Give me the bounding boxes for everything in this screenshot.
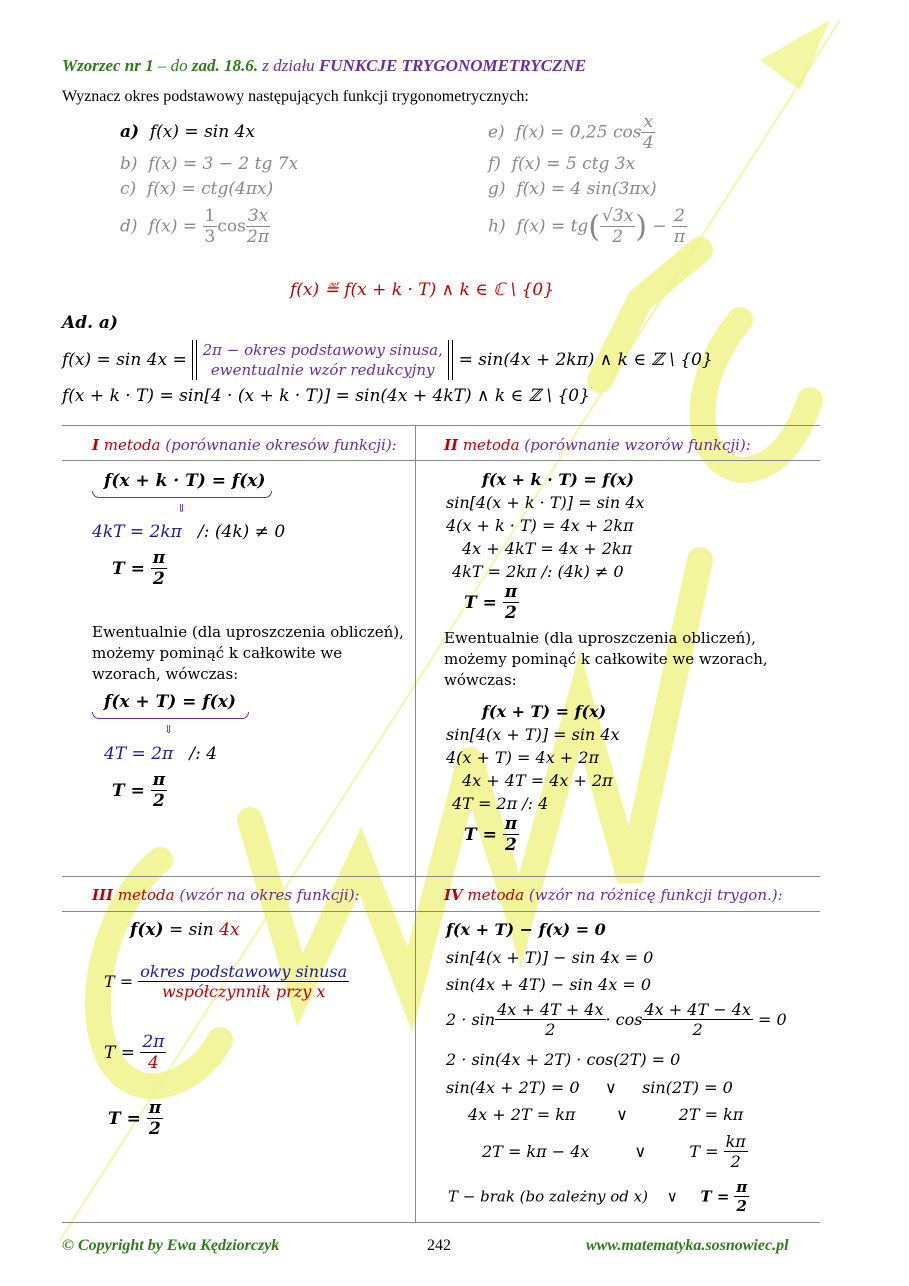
task-f-label: f) (488, 154, 501, 174)
task-h-frac: $\frac{√3x}{2}$ (602, 206, 634, 248)
task-e-label: e) (488, 122, 505, 143)
header-zad: zad. 18.6. (191, 56, 258, 75)
header-z-dzialu: z działu (258, 56, 319, 75)
table-header-border (62, 460, 820, 461)
task-g-expr: f(x) = 4 sin(3πx) (516, 179, 657, 199)
task-h: h) f(x) = tg( $\frac{√3x}{2}$ ) − $\frac{2}{\pi}$ (488, 206, 686, 248)
footer-copyright: © Copyright by Ewa Kędziorczyk (62, 1237, 280, 1254)
m4-l6: sin(4x + 2T) = 0 ∨ sin(2T) = 0 (446, 1078, 733, 1097)
header-prefix: Wzorzec nr 1 (62, 56, 154, 75)
task-c-expr: f(x) = ctg(4πx) (146, 179, 274, 199)
table-mid-border (62, 876, 820, 877)
task-d-cos: cos (217, 216, 246, 237)
m4-l9: T − brak (bo zależny od x) ∨ T = $\frac{\pi}{2}$ (448, 1178, 748, 1215)
task-c (120, 179, 273, 199)
task-a-label: a) (120, 122, 140, 142)
header-dash: – do (153, 56, 192, 75)
m2-line-5: 4kT = 2kπ /: (4k) ≠ 0 (452, 562, 624, 581)
task-d-label: d) (120, 216, 138, 237)
task-d (120, 206, 270, 248)
m2-note-3: wówczas: (444, 671, 517, 689)
m2-lines2 (446, 700, 620, 815)
task-h-lhs: f(x) = tg (516, 216, 589, 237)
m2-note-2: możemy pominąć k całkowite we wzorach, (444, 650, 768, 668)
line1 (62, 340, 713, 380)
m3-frac: T = $\frac{\text{okres podstawowy sinusa}}{\text{współczynnik przy x}}$ (104, 962, 348, 1002)
task-a (120, 122, 255, 142)
m1-title: I metoda (porównanie okresów funkcji): (92, 436, 397, 454)
task-b-label: b) (120, 154, 138, 174)
m4-l5: 2 · sin(4x + 2T) · cos(2T) = 0 (446, 1050, 681, 1069)
m4-l4: 2 · sin $\frac{4x + 4T + 4x}{2}$ · cos $\frac{4x + 4T - 4x}{2}$ = 0 (446, 1000, 787, 1040)
task-d-lhs: f(x) = (148, 216, 203, 237)
m1-arrow1: ⇓ (177, 502, 187, 515)
ad-a: Ad. a) (62, 313, 118, 333)
m4-l3: sin(4x + 4T) − sin 4x = 0 (446, 975, 652, 994)
page-number: 242 (427, 1237, 451, 1254)
task-e-lhs: f(x) = 0,25 cos (515, 122, 642, 143)
table-bottom-border (62, 1222, 820, 1223)
table-top-border (62, 425, 820, 426)
m2-line2-5: 4T = 2π /: 4 (452, 794, 549, 813)
m1-t2: T = $\frac{\pi}{2}$ (112, 770, 166, 812)
task-e-frac: $\frac{x}{4}$ (642, 112, 654, 154)
m2-note-1: Ewentualnie (dla uproszczenia obliczeń), (444, 629, 756, 647)
task-e (488, 112, 655, 154)
task-b (120, 154, 298, 174)
m2-line-4: 4x + 4kT = 4x + 2kπ (462, 539, 633, 558)
m1-eq3: f(x + T) = f(x) (104, 692, 236, 712)
m2-t: T = $\frac{\pi}{2}$ (464, 582, 518, 624)
m3-eq1: f(x) = sin 4x (130, 920, 240, 940)
task-c-label: c) (120, 179, 137, 199)
line1-box-b: ewentualnie wzór redukcyjny (210, 361, 435, 379)
m4-l8: 2T = kπ − 4x ∨ T = $\frac{k\pi}{2}$ (482, 1132, 746, 1172)
task-b-expr: f(x) = 3 − 2 tg 7x (148, 154, 299, 174)
m3-frac-den: współczynnik przy x (162, 982, 326, 1002)
m1-eq2: 4kT = 2kπ /: (4k) ≠ 0 (92, 522, 286, 542)
footer-site-link[interactable]: www.matematyka.sosnowiec.pl (586, 1237, 789, 1254)
task-h-label: h) (488, 216, 506, 237)
m1-arrow2: ⇓ (164, 723, 174, 736)
line1-rhs: = sin(4x + 2kπ) ∧ k ∈ ℤ \ {0} (458, 350, 713, 370)
line1-box (203, 340, 443, 380)
task-g (488, 179, 657, 199)
table-vertical-divider (415, 425, 416, 1222)
m3-frac-num: okres podstawowy sinusa (140, 962, 348, 981)
m4-l2: sin[4(x + T)] − sin 4x = 0 (446, 948, 654, 967)
task-h-frac2: $\frac{2}{\pi}$ (673, 206, 686, 248)
m1-brace1 (92, 491, 272, 498)
definition: f(x) ≝ f(x + k · T) ∧ k ∈ ℂ \ {0} (290, 280, 555, 300)
line1-box-a: 2π − okres podstawowy sinusa, (202, 341, 443, 359)
m2-line-1: f(x + k · T) = f(x) (482, 470, 634, 489)
m1-note-2: możemy pominąć k całkowite we (92, 644, 343, 662)
task-f (488, 154, 635, 174)
m1-t: T = $\frac{\pi}{2}$ (112, 548, 166, 590)
m2-note (444, 628, 768, 691)
task-d-frac2: $\frac{3x}{2\pi}$ (247, 206, 270, 248)
task-d-frac1: $\frac{1}{3}$ (204, 206, 216, 248)
m1-note-1: Ewentualnie (dla uproszczenia obliczeń), (92, 623, 404, 641)
m1-note (92, 622, 404, 685)
m2-title: II metoda (porównanie wzorów funkcji): (444, 436, 751, 454)
m1-brace2 (92, 712, 249, 719)
m1-note-3: wzorach, wówczas: (92, 665, 239, 683)
m2-line2-1: f(x + T) = f(x) (482, 702, 607, 721)
m2-line-3: 4(x + k · T) = 4x + 2kπ (446, 516, 634, 535)
m4-l7: 4x + 2T = kπ ∨ 2T = kπ (468, 1105, 744, 1124)
line2: f(x + k · T) = sin[4 · (x + k · T)] = sin(4x + 4kT) ∧ k ∈ ℤ \ {0} (62, 386, 590, 406)
m3-t3: T = $\frac{\pi}{2}$ (108, 1098, 162, 1140)
line1-lhs: f(x) = sin 4x = (62, 350, 187, 370)
m2-line2-2: sin[4(x + T)] = sin 4x (446, 725, 620, 744)
m1-eq1: f(x + k · T) = f(x) (104, 471, 266, 491)
instruction: Wyznacz okres podstawowy następujących funkcji trygonometrycznych: (62, 88, 529, 105)
m4-title: IV metoda (wzór na różnicę funkcji trygon.): (444, 886, 783, 904)
task-g-label: g) (488, 179, 506, 199)
header-section: FUNKCJE TRYGONOMETRYCZNE (318, 56, 587, 75)
m2-line2-4: 4x + 4T = 4x + 2π (462, 771, 613, 790)
m3-title: III metoda (wzór na okres funkcji): (92, 886, 360, 904)
m1-eq4: 4T = 2π /: 4 (104, 744, 218, 764)
m3-t2: T = $\frac{2\pi}{4}$ (104, 1032, 165, 1074)
m2-t2: T = $\frac{\pi}{2}$ (464, 814, 518, 856)
task-f-expr: f(x) = 5 ctg 3x (511, 154, 636, 174)
m2-lines (446, 468, 645, 583)
header-line (62, 56, 586, 76)
m2-line-2: sin[4(x + k · T)] = sin 4x (446, 493, 645, 512)
m4-l1: f(x + T) − f(x) = 0 (446, 920, 606, 939)
m2-line2-3: 4(x + T) = 4x + 2π (446, 748, 599, 767)
task-a-expr: f(x) = sin 4x (149, 122, 255, 142)
table-mid-header-border (62, 911, 820, 912)
